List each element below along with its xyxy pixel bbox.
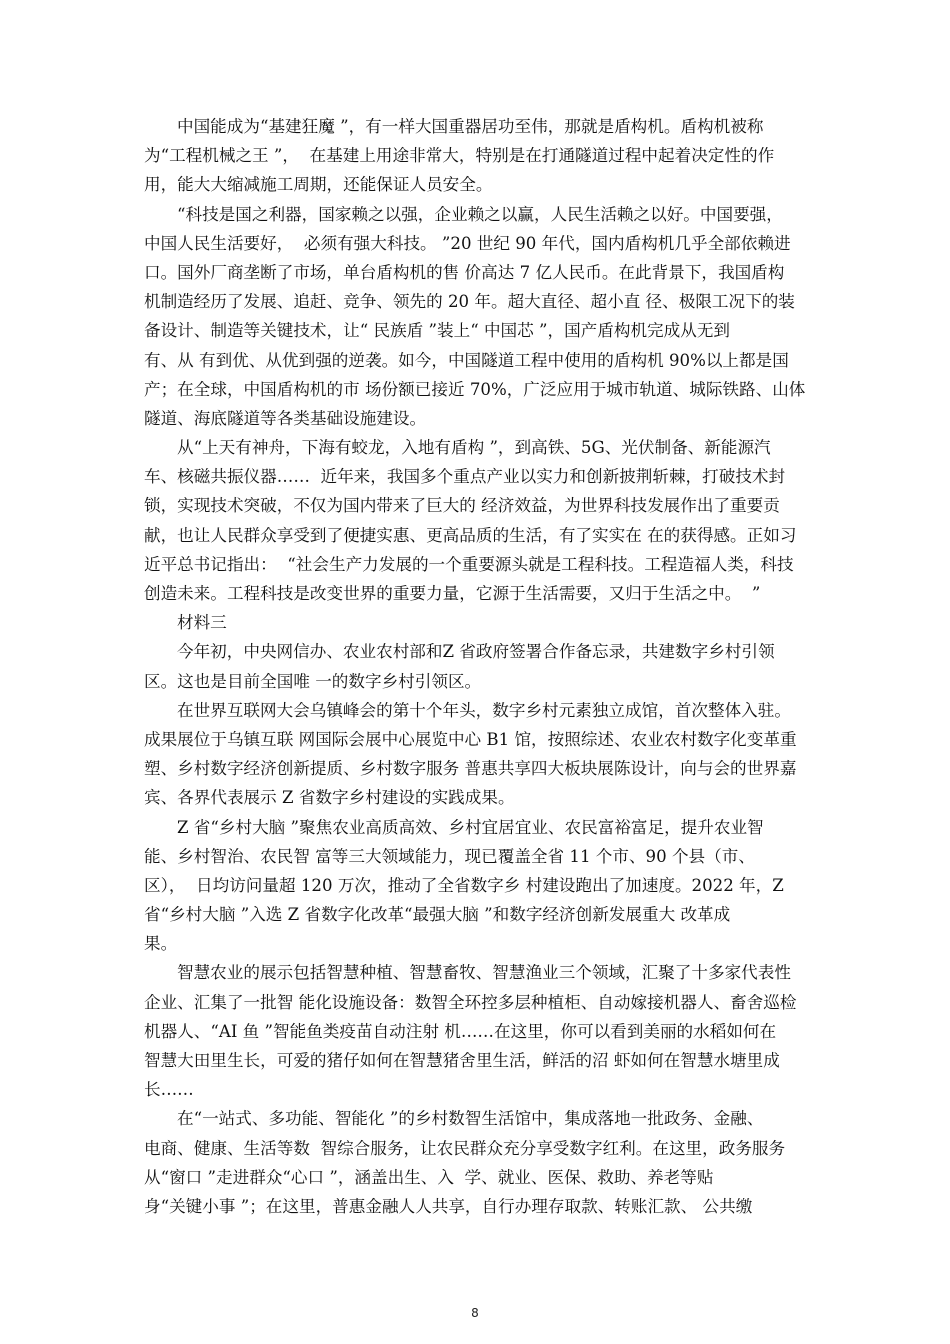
text-line: 塑、乡村数字经济创新提质、乡村数字服务 普惠共享四大板块展陈设计，向与会的世界嘉 (144, 759, 797, 779)
text-line: 近平总书记指出： “社会生产力发展的一个重要源头就是工程科技。工程造福人类，科技 (144, 554, 794, 574)
text-line: 省“乡村大脑 ”入选 Z 省数字化改革“最强大脑 ”和数字经济创新发展重大 改革成 (144, 905, 731, 925)
text-line: 成果展位于乌镇互联 网国际会展中心展览中心 B1 馆，按照综述、农业农村数字化变革重 (144, 729, 797, 749)
text-line: 机制造经历了发展、追赶、竞争、领先的 20 年。超大直径、超小直 径、极限工况下的装 (144, 292, 795, 312)
text-line: Z 省“乡村大脑 ”聚焦农业高质高效、乡村宜居宜业、农民富裕富足，提升农业智 (177, 817, 764, 837)
text-line: 用，能大大缩减施工周期，还能保证人员安全。 (144, 175, 493, 195)
text-line: 材料三 (177, 613, 227, 633)
text-line: 中国能成为“基建狂魔 ”，有一样大国重器居功至伟，那就是盾构机。盾构机被称 (177, 117, 764, 136)
text-line: 口。国外厂商垄断了市场，单台盾构机的售 价高达 7 亿人民币。在此背景下，我国盾构 (144, 262, 785, 282)
text-line: 献，也让人民群众享受到了便捷实惠、更高品质的生活，有了实实在 在的获得感。正如习 (144, 525, 797, 545)
text-line: 从“上天有神舟，下海有蛟龙，入地有盾构 ”，到高铁、5G、光伏制备、新能源汽 (177, 438, 771, 458)
text-line: 企业、汇集了一批智 能化设施设备：数智全环控多层种植柜、自动嫁接机器人、畜舍巡检 (144, 992, 797, 1012)
document-body (144, 112, 812, 1221)
text-line: 机器人、“AI 鱼 ”智能鱼类疫苗自动注射 机……在这里，你可以看到美丽的水稻如何在 (144, 1021, 777, 1041)
text-line: 能、乡村智治、农民智 富等三大领域能力，现已覆盖全省 11 个市、90 个县（市、 (144, 846, 755, 866)
text-line: 产；在全球，中国盾构机的市 场份额已接近 70%，广泛应用于城市轨道、城际铁路、山体 (144, 379, 806, 399)
text-line: 车、核磁共振仪器…… 近年来，我国多个重点产业以实力和创新披荆斩棘，打破技术封 (144, 467, 786, 487)
text-line: 长…… (144, 1080, 194, 1100)
text-line: 智慧大田里生长，可爱的猪仔如何在智慧猪舍里生活，鲜活的沼 虾如何在智慧水塘里成 (144, 1051, 780, 1070)
text-line: 区）， 日均访问量超 120 万次，推动了全省数字乡 村建设跑出了加速度。2022 年，Z (144, 875, 784, 895)
text-line: 区。这也是目前全国唯 一的数字乡村引领区。 (144, 671, 482, 691)
text-line: 备设计、制造等关键技术，让“ 民族盾 ”装上“ 中国芯 ”，国产盾构机完成从无到 (144, 321, 731, 341)
text-line: 身“关键小事 ”；在这里，普惠金融人人共享，自行办理存取款、转账汇款、 公共缴 (144, 1196, 753, 1216)
text-line: 智慧农业的展示包括智慧种植、智慧畜牧、智慧渔业三个领域，汇聚了十多家代表性 (177, 963, 791, 983)
text-line: “科技是国之利器，国家赖之以强，企业赖之以赢，人民生活赖之以好。中国要强， (177, 204, 783, 224)
page-number: 8 (471, 1306, 479, 1320)
text-line: 为“工程机械之王 ”， 在基建上用途非常大，特别是在打通隧道过程中起着决定性的作 (144, 146, 775, 166)
text-line: 创造未来。工程科技是改变世界的重要力量，它源于生活需要，又归于生活之中。 ” (144, 584, 761, 603)
text-line: 隧道、海底隧道等各类基础设施建设。 (144, 408, 427, 428)
text-line: 在“一站式、多功能、智能化 ”的乡村数智生活馆中，集成落地一批政务、金融、 (177, 1109, 764, 1129)
text-line: 有、从 有到优、从优到强的逆袭。如今，中国隧道工程中使用的盾构机 90%以上都是国 (144, 350, 789, 370)
text-line: 宾、各界代表展示 Z 省数字乡村建设的实践成果。 (144, 788, 515, 808)
text-line: 电商、健康、生活等数 智综合服务，让农民群众充分享受数字红利。在这里，政务服务 (144, 1138, 786, 1158)
text-line: 锁，实现技术突破，不仅为国内带来了巨大的 经济效益，为世界科技发展作出了重要贡 (144, 496, 780, 516)
text-line: 从“窗口 ”走进群众“心口 ”，涵盖出生、入 学、就业、医保、救助、养老等贴 (144, 1167, 714, 1187)
text-line: 中国人民生活要好， 必须有强大科技。 ”20 世纪 90 年代，国内盾构机几乎全部依赖进 (144, 233, 791, 253)
text-line: 在世界互联网大会乌镇峰会的第十个年头，数字乡村元素独立成馆，首次整体入驻。 (177, 700, 791, 720)
text-line: 果。 (144, 934, 178, 954)
text-line: 今年初，中央网信办、农业农村部和Z 省政府签署合作备忘录，共建数字乡村引领 (177, 642, 775, 662)
